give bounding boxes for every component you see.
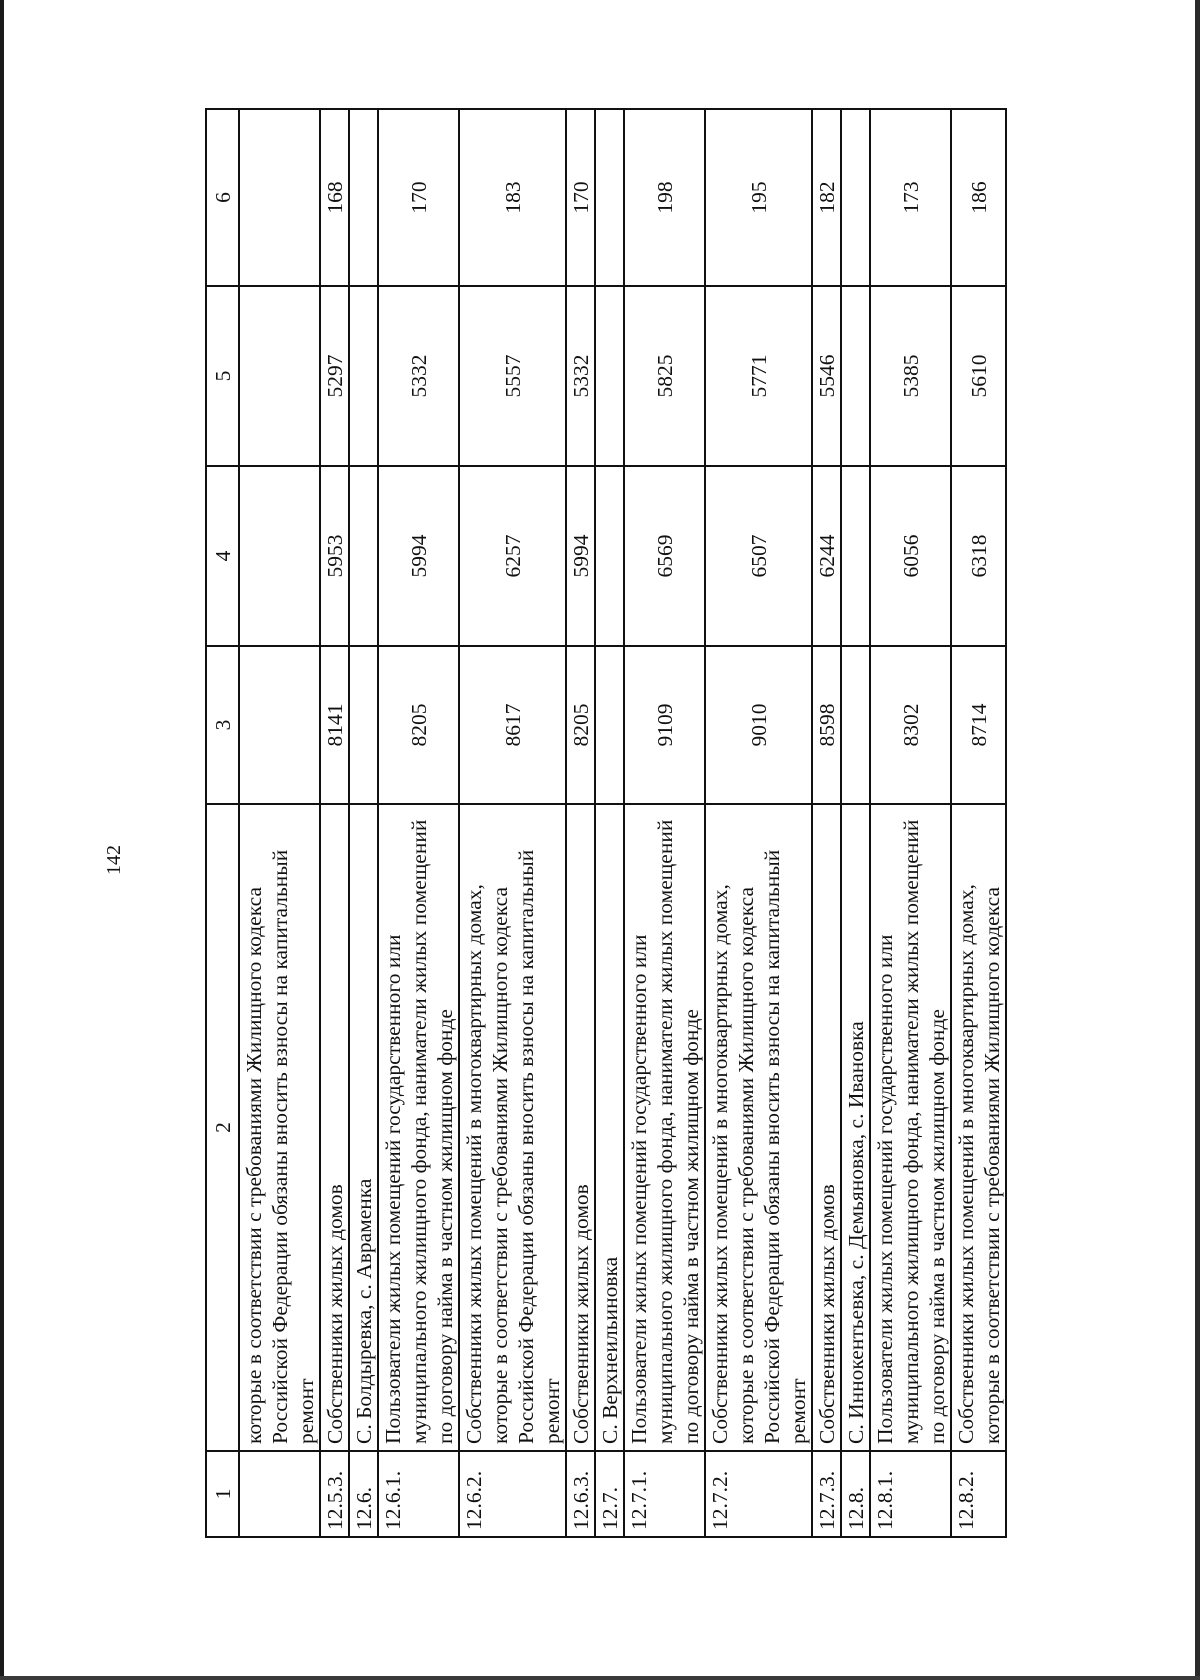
table-row	[239, 109, 320, 1537]
value-col5-cell: 5332	[566, 286, 595, 466]
table-row	[349, 109, 378, 1537]
table-row	[951, 109, 1006, 1537]
header-cell-2: 2	[206, 804, 239, 1451]
value-col5-cell: 5297	[320, 286, 349, 466]
value-col3-cell	[239, 646, 320, 804]
value-col5-cell: 5332	[378, 286, 459, 466]
value-col3-cell: 9010	[705, 646, 812, 804]
item-number-cell: 12.8.	[841, 1451, 870, 1537]
value-col3-cell: 8617	[459, 646, 566, 804]
value-col3-cell: 8205	[566, 646, 595, 804]
table-row	[624, 109, 705, 1537]
value-col3-cell: 9109	[624, 646, 705, 804]
value-col4-cell	[239, 466, 320, 646]
item-number-cell: 12.7.1.	[624, 1451, 705, 1537]
value-col5-cell: 5557	[459, 286, 566, 466]
value-col4-cell	[841, 466, 870, 646]
value-col4-cell: 5953	[320, 466, 349, 646]
item-description-cell: С. Верхнеильиновка	[595, 804, 624, 1451]
table-row	[378, 109, 459, 1537]
value-col4-cell: 6244	[812, 466, 841, 646]
value-col6-cell: 183	[459, 109, 566, 286]
item-number-cell: 12.7.	[595, 1451, 624, 1537]
item-description-cell: Собственники жилых домов	[320, 804, 349, 1451]
item-description-cell: Пользователи жилых помещений государственного или муниципального жилищного фонда, наниматели жилых помещений по договору найма в частном жилищном фонде	[378, 804, 459, 1451]
table-row	[870, 109, 951, 1537]
item-description-cell: С. Болдыревка, с. Авраменка	[349, 804, 378, 1451]
value-col4-cell: 6318	[951, 466, 1006, 646]
value-col4-cell: 5994	[378, 466, 459, 646]
table-body	[206, 109, 1006, 1537]
item-number-cell: 12.5.3.	[320, 1451, 349, 1537]
value-col4-cell: 6569	[624, 466, 705, 646]
value-col3-cell: 8302	[870, 646, 951, 804]
value-col4-cell	[349, 466, 378, 646]
value-col5-cell: 5385	[870, 286, 951, 466]
value-col5-cell	[595, 286, 624, 466]
value-col3-cell	[595, 646, 624, 804]
header-cell-5: 5	[206, 286, 239, 466]
value-col6-cell	[595, 109, 624, 286]
item-description-cell: Пользователи жилых помещений государственного или муниципального жилищного фонда, наниматели жилых помещений по договору найма в частном жилищном фонде	[870, 804, 951, 1451]
header-cell-1: 1	[206, 1451, 239, 1537]
table-row	[812, 109, 841, 1537]
value-col4-cell	[595, 466, 624, 646]
item-number-cell: 12.8.2.	[951, 1451, 1006, 1537]
item-description-cell: С. Иннокентьевка, с. Демьяновка, с. Ивановка	[841, 804, 870, 1451]
value-col3-cell: 8598	[812, 646, 841, 804]
item-number-cell: 12.6.2.	[459, 1451, 566, 1537]
tariff-table	[205, 108, 1007, 1538]
value-col6-cell	[349, 109, 378, 286]
value-col6-cell	[841, 109, 870, 286]
value-col3-cell: 8714	[951, 646, 1006, 804]
value-col6-cell: 186	[951, 109, 1006, 286]
value-col6-cell: 198	[624, 109, 705, 286]
value-col6-cell: 170	[566, 109, 595, 286]
item-description-cell: Собственники жилых домов	[812, 804, 841, 1451]
value-col6-cell: 168	[320, 109, 349, 286]
table-row	[841, 109, 870, 1537]
value-col5-cell	[349, 286, 378, 466]
header-cell-3: 3	[206, 646, 239, 804]
value-col4-cell: 6507	[705, 466, 812, 646]
header-cell-4: 4	[206, 466, 239, 646]
item-description-cell: Собственники жилых помещений в многоквартирных домах, которые в соответствии с требованиями Жилищного кодекса Российской Федерации обязаны вносить взносы на капитальный ремонт	[705, 804, 812, 1451]
item-description-cell: Собственники жилых помещений в многоквартирных домах, которые в соответствии с требованиями Жилищного кодекса Российской Федерации обязаны вносить взносы на капитальный ремонт	[459, 804, 566, 1451]
value-col3-cell	[841, 646, 870, 804]
value-col4-cell: 5994	[566, 466, 595, 646]
item-description-cell: которые в соответствии с требованиями Жилищного кодекса Российской Федерации обязаны вносить взносы на капитальный ремонт	[239, 804, 320, 1451]
value-col4-cell: 6257	[459, 466, 566, 646]
item-number-cell: 12.7.2.	[705, 1451, 812, 1537]
value-col5-cell: 5771	[705, 286, 812, 466]
table-row	[459, 109, 566, 1537]
item-number-cell	[239, 1451, 320, 1537]
item-description-cell: Собственники жилых домов	[566, 804, 595, 1451]
page-number: 142	[103, 845, 125, 875]
value-col6-cell: 195	[705, 109, 812, 286]
value-col5-cell: 5825	[624, 286, 705, 466]
item-number-cell: 12.6.3.	[566, 1451, 595, 1537]
header-cell-6: 6	[206, 109, 239, 286]
table-row	[320, 109, 349, 1537]
value-col4-cell: 6056	[870, 466, 951, 646]
table-row	[595, 109, 624, 1537]
value-col5-cell	[841, 286, 870, 466]
value-col3-cell: 8205	[378, 646, 459, 804]
value-col5-cell: 5546	[812, 286, 841, 466]
value-col3-cell	[349, 646, 378, 804]
item-description-cell: Пользователи жилых помещений государственного или муниципального жилищного фонда, наниматели жилых помещений по договору найма в частном жилищном фонде	[624, 804, 705, 1451]
table-row	[566, 109, 595, 1537]
value-col6-cell: 170	[378, 109, 459, 286]
table-row	[705, 109, 812, 1537]
value-col5-cell	[239, 286, 320, 466]
item-number-cell: 12.6.	[349, 1451, 378, 1537]
value-col6-cell: 182	[812, 109, 841, 286]
value-col3-cell: 8141	[320, 646, 349, 804]
item-number-cell: 12.6.1.	[378, 1451, 459, 1537]
value-col6-cell	[239, 109, 320, 286]
item-number-cell: 12.7.3.	[812, 1451, 841, 1537]
value-col5-cell: 5610	[951, 286, 1006, 466]
item-number-cell: 12.8.1.	[870, 1451, 951, 1537]
value-col6-cell: 173	[870, 109, 951, 286]
item-description-cell: Собственники жилых помещений в многоквартирных домах, которые в соответствии с требованиями Жилищного кодекса	[951, 804, 1006, 1451]
table-header-row	[206, 109, 239, 1537]
